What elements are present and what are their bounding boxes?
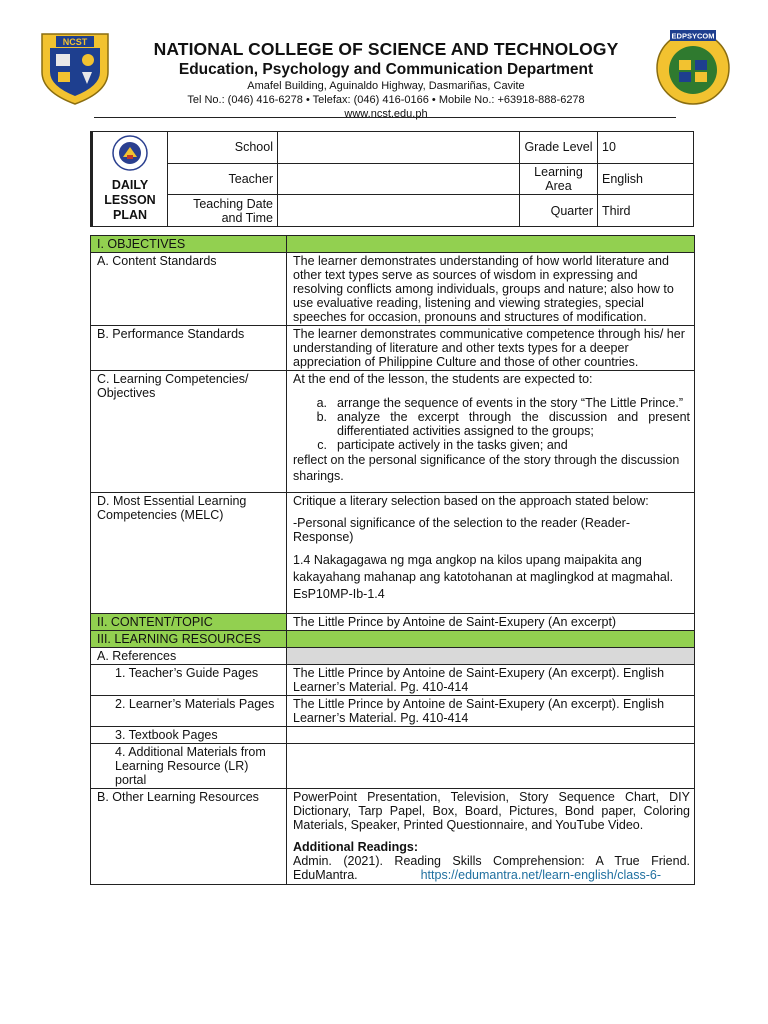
table-row <box>91 665 695 696</box>
competencies-intro: At the end of the lesson, the students are expected to: <box>293 372 593 386</box>
content-topic-label: II. CONTENT/TOPIC <box>91 614 287 631</box>
deped-seal-icon <box>112 135 148 171</box>
list-item: b. analyze the excerpt through the discussion and present differentiated activities assigned to the groups; <box>316 410 690 438</box>
competencies-label: C. Learning Competencies/ Objectives <box>91 371 287 493</box>
melc-line-3: 1.4 Nakagagawa ng mga angkop na kilos upang maipakita ang kakayahang mahanap ang katotohanan at maglingkod at magmahal. EsP10MP-Ib-1.4 <box>293 553 674 601</box>
competencies-outro: reflect on the personal significance of the story through the discussion sharings. <box>293 453 680 483</box>
content-standards-text: The learner demonstrates understanding of how world literature and other text types serve as sources of wisdom in expressing and resolving conflicts among individuals, groups and nature; also how to use evaluative reading, listening and viewing strategies, special speeches for occasion, pronouns and structures of modification. <box>287 253 695 326</box>
teacher-value <box>278 163 520 195</box>
list-item: c. participate actively in the tasks given; and <box>317 438 568 452</box>
teachers-guide-label: 1. Teacher’s Guide Pages <box>91 665 287 696</box>
grade-level-value: 10 <box>598 132 694 164</box>
department-name: Education, Psychology and Communication Department <box>178 61 594 78</box>
daily-lesson-plan-label: DAILY LESSON PLAN <box>104 178 156 222</box>
competencies-list <box>293 396 690 452</box>
resources-header: III. LEARNING RESOURCES <box>91 631 287 648</box>
header-divider <box>94 117 676 118</box>
learning-area-label: Learning Area <box>520 163 598 195</box>
textbook-pages-label: 3. Textbook Pages <box>91 727 287 744</box>
ncst-logo <box>36 26 114 106</box>
teachers-guide-value: The Little Prince by Antoine de Saint-Exupery (An excerpt). English Learner’s Material. Pg. 410-414 <box>287 665 695 696</box>
school-label: School <box>168 132 278 164</box>
table-row <box>91 648 695 665</box>
table-row <box>91 727 695 744</box>
teaching-date-label: Teaching Date and Time <box>168 195 278 227</box>
deped-seal-cell <box>92 132 168 227</box>
content-topic-text: The Little Prince by Antoine de Saint-Exupery (An excerpt) <box>287 614 695 631</box>
table-row <box>91 744 695 789</box>
performance-standards-label: B. Performance Standards <box>91 326 287 371</box>
reading-reference: Admin. (2021). Reading Skills Comprehension: A True Friend. EduMantra. <box>293 854 690 882</box>
table-row <box>91 696 695 727</box>
ncst-logo-text: NCST <box>62 37 88 47</box>
quarter-label: Quarter <box>520 195 598 227</box>
textbook-pages-value <box>287 727 695 744</box>
contact-numbers: Tel No.: (046) 416-6278 • Telefax: (046) 416-0166 • Mobile No.: +63918-888-6278 <box>187 94 585 106</box>
learners-materials-value: The Little Prince by Antoine de Saint-Exupery (An excerpt). English Learner’s Material. Pg. 410-414 <box>287 696 695 727</box>
table-row <box>91 493 695 614</box>
table-row <box>91 253 695 326</box>
lesson-plan-table <box>90 235 695 885</box>
melc-line-1: Critique a literary selection based on the approach stated below: <box>293 494 649 508</box>
reading-link[interactable]: https://edumantra.net/learn-english/class-6- <box>420 868 661 882</box>
school-value <box>278 132 520 164</box>
performance-standards-text: The learner demonstrates communicative competence through his/ her understanding of literature and other texts types for a deeper appreciation of Philippine Culture and those of other countries. <box>287 326 695 371</box>
college-name: NATIONAL COLLEGE OF SCIENCE AND TECHNOLOGY <box>153 39 619 59</box>
references-label: A. References <box>91 648 287 665</box>
learners-materials-label: 2. Learner’s Materials Pages <box>91 696 287 727</box>
objectives-header-row <box>91 236 695 253</box>
table-row <box>91 371 695 493</box>
additional-readings-label: Additional Readings: <box>293 840 418 854</box>
grade-level-label: Grade Level <box>520 132 598 164</box>
additional-materials-label: 4. Additional Materials from Learning Resource (LR) portal <box>91 744 287 789</box>
content-standards-label: A. Content Standards <box>91 253 287 326</box>
additional-materials-value <box>287 744 695 789</box>
melc-label: D. Most Essential Learning Competencies (MELC) <box>91 493 287 614</box>
lesson-info-table <box>90 131 694 227</box>
other-resources-label: B. Other Learning Resources <box>91 789 287 885</box>
edpsycom-logo <box>654 26 732 106</box>
website: www.ncst.edu.ph <box>344 108 428 120</box>
other-resources-text: PowerPoint Presentation, Television, Story Sequence Chart, DIY Dictionary, Tarp Papel, Box, Board, Pictures, Bond paper, Coloring Materials, Speaker, Printed Questionnaire, and YouTube Video. <box>293 790 690 832</box>
quarter-value: Third <box>598 195 694 227</box>
edpsycom-logo-text: EDPSYCOM <box>671 31 715 41</box>
table-row <box>91 326 695 371</box>
letterhead <box>110 38 662 121</box>
resources-header-row <box>91 631 695 648</box>
address: Amafel Building, Aguinaldo Highway, Dasmariñas, Cavite <box>247 80 525 92</box>
objectives-header: I. OBJECTIVES <box>91 236 287 253</box>
table-row <box>91 614 695 631</box>
teacher-label: Teacher <box>168 163 278 195</box>
melc-line-2: -Personal significance of the selection to the reader (Reader-Response) <box>293 516 630 544</box>
teaching-date-value <box>278 195 520 227</box>
table-row <box>91 789 695 885</box>
learning-area-value: English <box>598 163 694 195</box>
list-item: a. arrange the sequence of events in the story “The Little Prince.” <box>316 396 684 410</box>
